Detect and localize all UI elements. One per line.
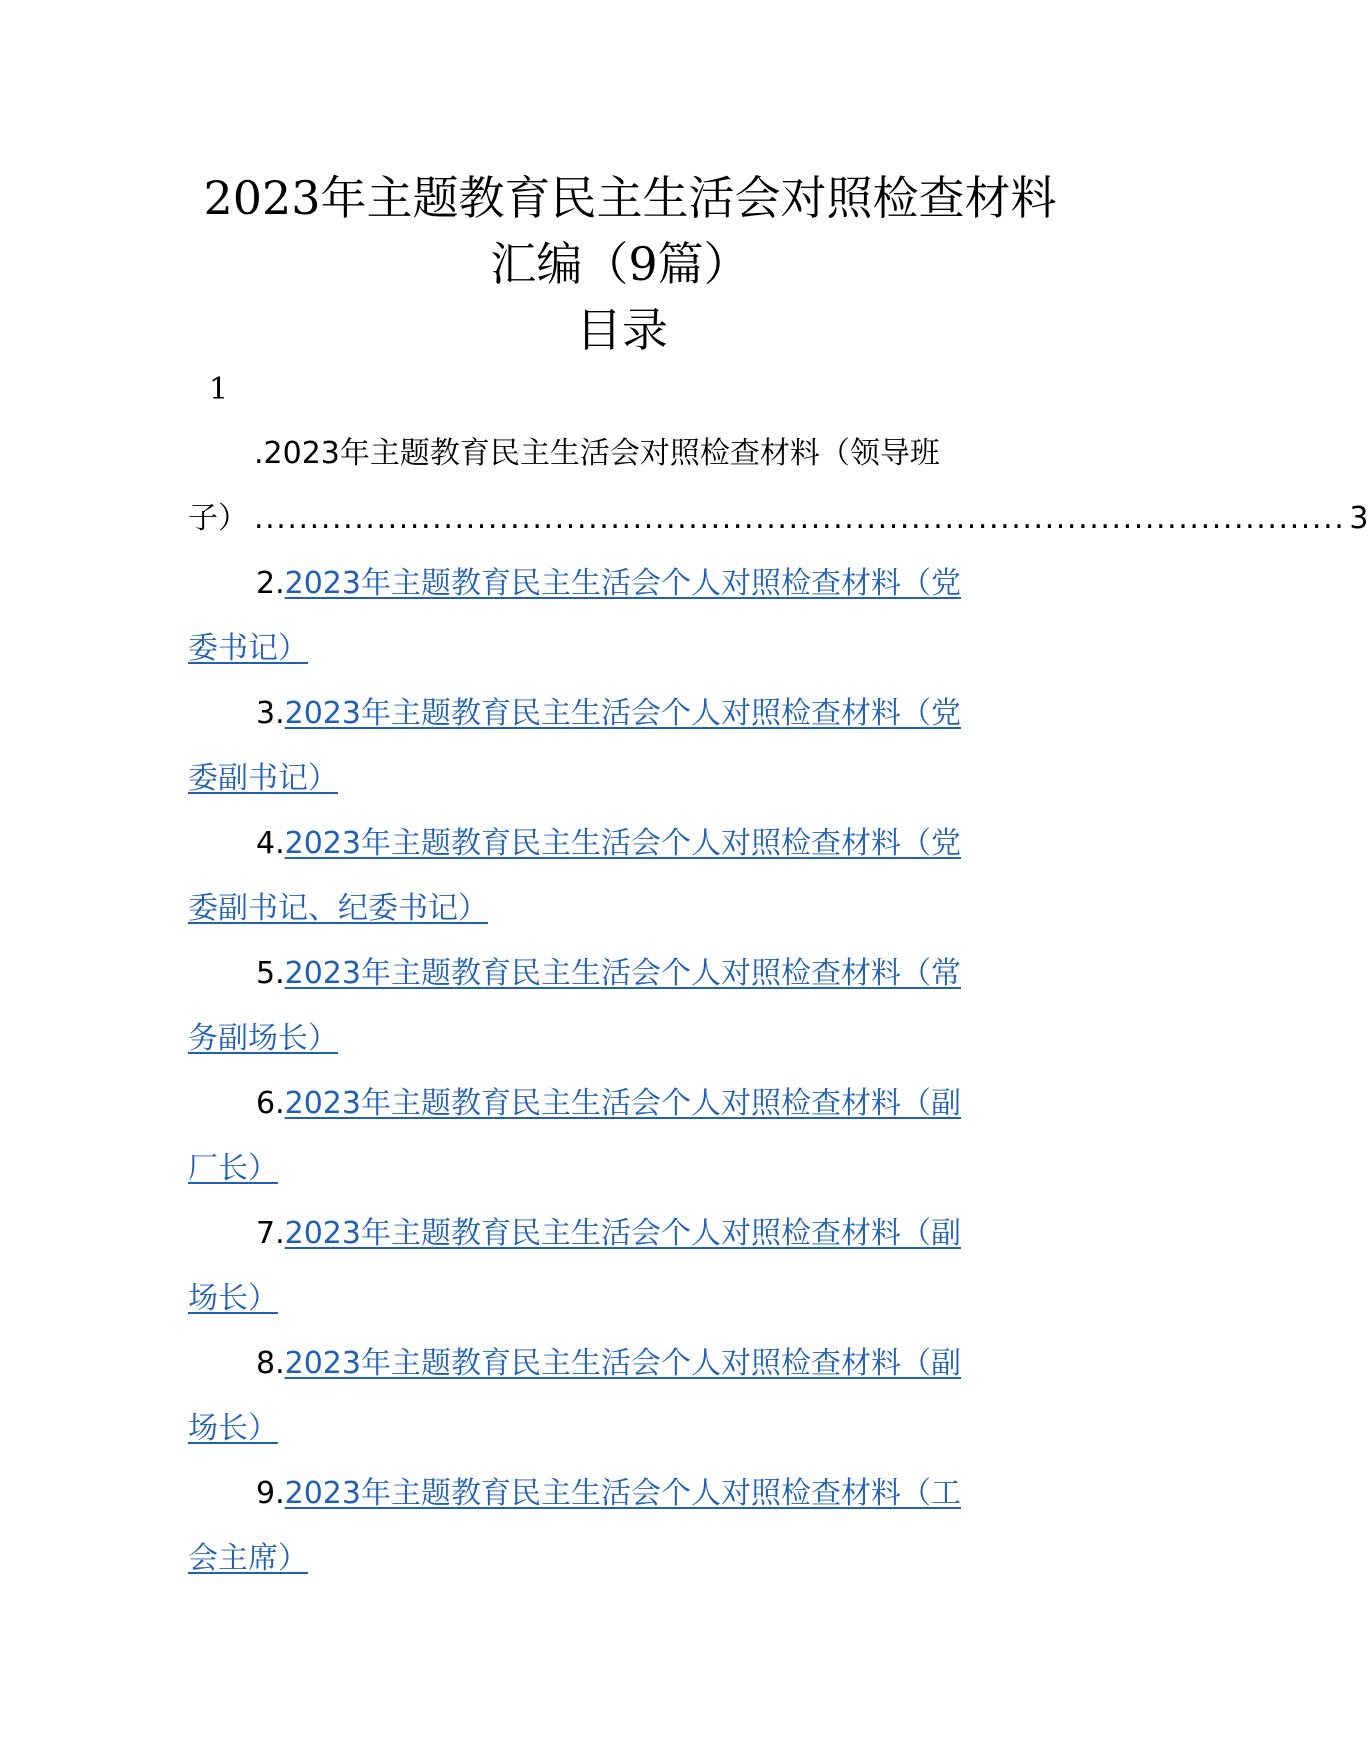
toc-entry-1-line2 bbox=[188, 499, 1368, 539]
toc-entry-line1 bbox=[256, 1474, 1056, 1514]
toc-entry-number: 9. bbox=[256, 1476, 285, 1511]
toc-link-continuation[interactable]: 务副场长） bbox=[188, 1021, 338, 1056]
toc-entry bbox=[188, 1214, 1056, 1344]
toc-heading: 目录 bbox=[576, 303, 668, 357]
toc-entry-line1 bbox=[256, 564, 1056, 604]
toc-entry-line2 bbox=[188, 889, 488, 929]
toc-link[interactable]: 2023年主题教育民主生活会个人对照检查材料（党 bbox=[284, 566, 961, 601]
title-count: 9 bbox=[628, 237, 658, 291]
toc-entry-line1 bbox=[256, 694, 1056, 734]
toc-link-continuation[interactable]: 厂长） bbox=[188, 1151, 278, 1186]
toc-link[interactable]: 2023年主题教育民主生活会个人对照检查材料（党 bbox=[284, 826, 961, 861]
toc-entry bbox=[188, 824, 1056, 954]
toc-entry-number: 2. bbox=[256, 566, 285, 601]
toc-link-continuation[interactable]: 场长） bbox=[188, 1411, 278, 1446]
toc-entry-line1 bbox=[256, 1214, 1056, 1254]
toc-entry-number: 3. bbox=[256, 696, 285, 731]
toc-entry-line2 bbox=[188, 759, 338, 799]
toc-entry bbox=[188, 694, 1056, 824]
toc-link-continuation[interactable]: 委书记） bbox=[188, 631, 308, 666]
toc-page-number: 3 bbox=[1349, 501, 1368, 536]
toc-entry-1-continuation: 子） bbox=[188, 501, 248, 536]
document-title-line-2 bbox=[0, 234, 1240, 294]
toc-entry-number: 4. bbox=[256, 826, 285, 861]
toc-entry-line1 bbox=[256, 824, 1056, 864]
toc-link[interactable]: 2023年主题教育民主生活会个人对照检查材料（副 bbox=[284, 1346, 961, 1381]
toc-entry-line2 bbox=[188, 1149, 278, 1189]
toc-entry bbox=[188, 1344, 1056, 1474]
table-of-contents bbox=[188, 434, 1368, 1604]
toc-leader-dots: .................................................................................................. bbox=[254, 501, 1346, 536]
toc-entry bbox=[188, 954, 1056, 1084]
title-year: 2023 bbox=[203, 171, 321, 225]
toc-link[interactable]: 2023年主题教育民主生活会个人对照检查材料（党 bbox=[284, 696, 961, 731]
toc-entry-line1 bbox=[256, 1344, 1056, 1384]
title-suffix: 篇） bbox=[657, 237, 750, 291]
toc-entry bbox=[188, 1084, 1056, 1214]
title-text: 年主题教育民主生活会对照检查材料 bbox=[320, 171, 1057, 225]
toc-entry-number: 7. bbox=[256, 1216, 285, 1251]
toc-entry-1[interactable] bbox=[188, 434, 1368, 564]
title-prefix: 汇编（ bbox=[490, 237, 629, 291]
toc-link-continuation[interactable]: 场长） bbox=[188, 1281, 278, 1316]
toc-link[interactable]: 2023年主题教育民主生活会个人对照检查材料（副 bbox=[284, 1216, 961, 1251]
toc-entry-number: 8. bbox=[256, 1346, 285, 1381]
toc-entry bbox=[188, 564, 1056, 694]
toc-link-continuation[interactable]: 会主席） bbox=[188, 1541, 308, 1576]
toc-link[interactable]: 2023年主题教育民主生活会个人对照检查材料（常 bbox=[284, 956, 961, 991]
toc-entry-line2 bbox=[188, 1539, 308, 1579]
document-title-line-1 bbox=[10, 168, 1250, 228]
toc-link[interactable]: 2023年主题教育民主生活会个人对照检查材料（副 bbox=[284, 1086, 961, 1121]
toc-entry bbox=[188, 1474, 1056, 1604]
toc-link-continuation[interactable]: 委副书记、纪委书记） bbox=[188, 891, 488, 926]
toc-link[interactable]: 2023年主题教育民主生活会个人对照检查材料（工 bbox=[284, 1476, 961, 1511]
toc-link-continuation[interactable]: 委副书记） bbox=[188, 761, 338, 796]
toc-entry-1-line1: .2023年主题教育民主生活会对照检查材料（领导班 bbox=[254, 436, 940, 471]
toc-entry-line2 bbox=[188, 1409, 278, 1449]
toc-entry-line1 bbox=[256, 1084, 1056, 1124]
page-marker: 1 bbox=[209, 372, 229, 407]
toc-entry-number: 6. bbox=[256, 1086, 285, 1121]
toc-entry-line1 bbox=[256, 954, 1056, 994]
toc-entry-line2 bbox=[188, 1019, 338, 1059]
toc-entry-line2 bbox=[188, 629, 308, 669]
toc-entry-line2 bbox=[188, 1279, 278, 1319]
toc-entry-number: 5. bbox=[256, 956, 285, 991]
